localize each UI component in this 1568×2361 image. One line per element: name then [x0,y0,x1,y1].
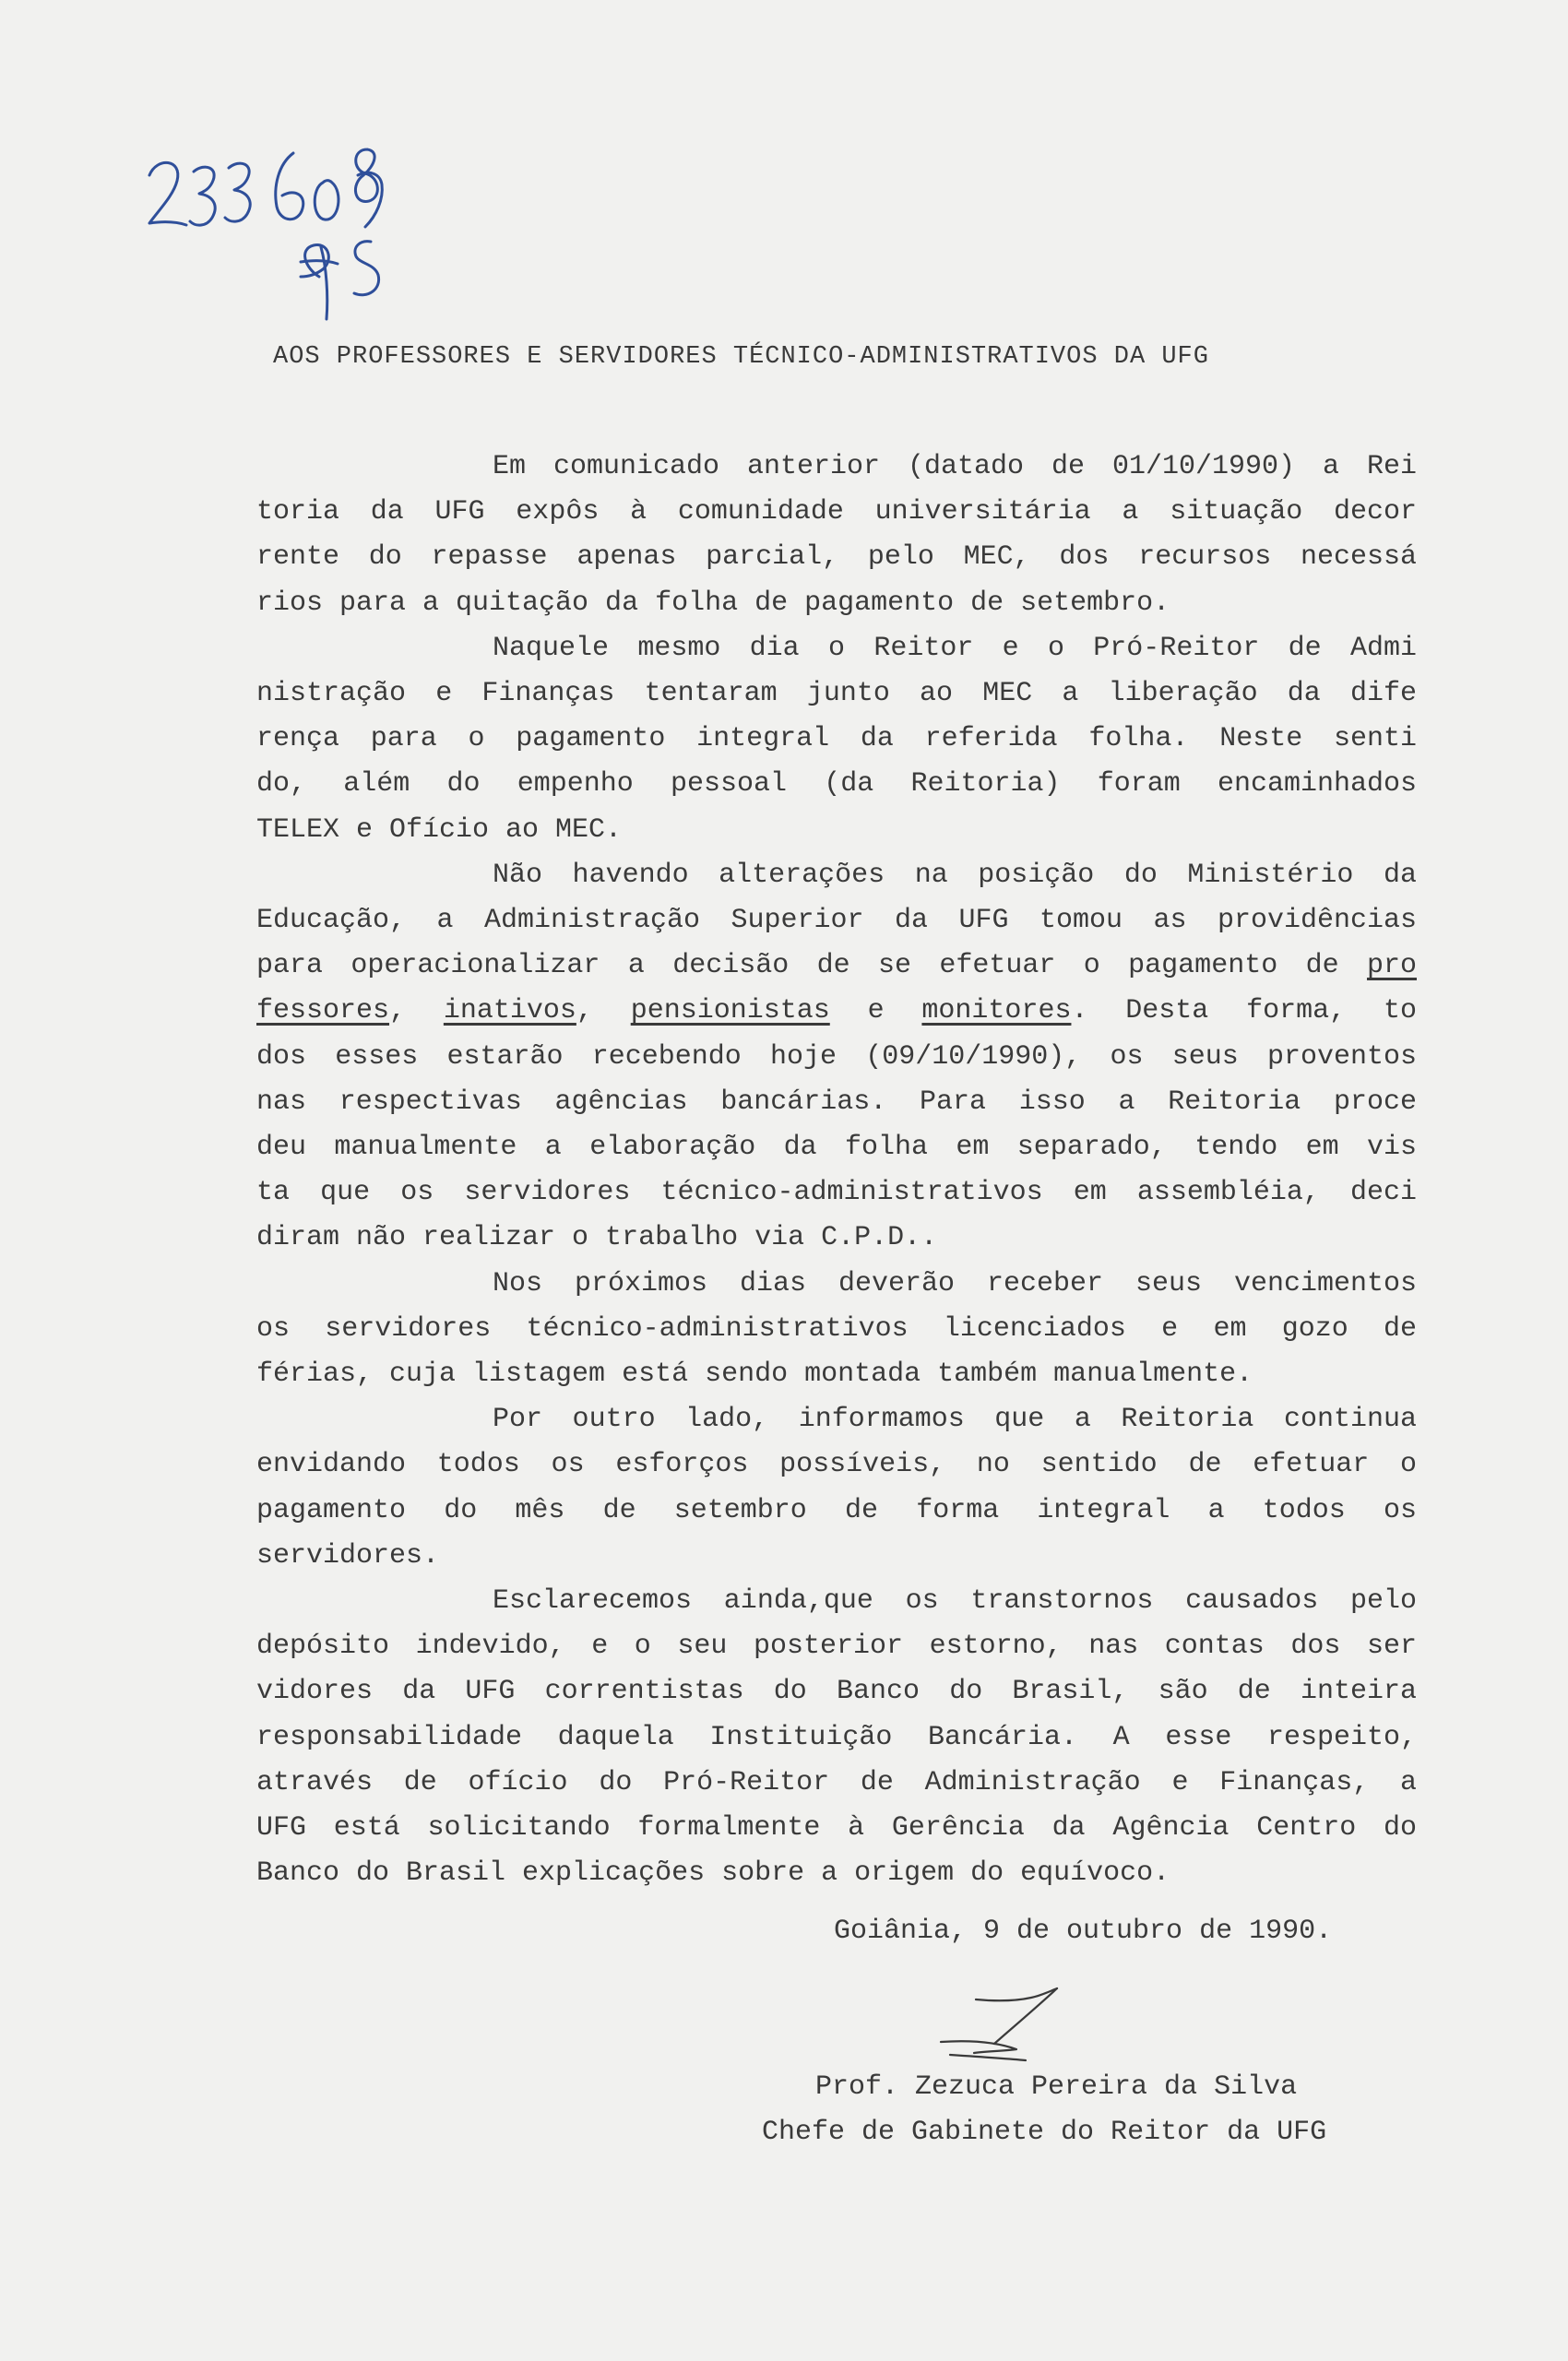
underlined-word: monitores [921,995,1072,1027]
body-line: Por outro lado, informamos que a Reitoria continua [493,1404,1417,1436]
body-line: Educação, a Administração Superior da UFG tomou as providências [256,905,1417,937]
body-line: através de ofício do Pró-Reitor de Administração e Finanças, a [256,1766,1417,1798]
body-line: rios para a quitação da folha de pagamento de setembro. [256,587,1170,619]
body-line: Naquele mesmo dia o Reitor e o Pró-Reitor de Admi [493,632,1417,664]
body-line: ta que os servidores técnico-administrativos em assembléia, deci [256,1177,1417,1209]
underlined-word: fessores [256,995,390,1027]
body-line: Em comunicado anterior (datado de 01/10/1990) a Rei [493,451,1417,482]
letter-body [256,445,1417,1897]
body-line: do, além do empenho pessoal (da Reitoria) foram encaminhados [256,768,1417,801]
body-line: diram não realizar o trabalho via C.P.D.. [256,1222,938,1254]
body-line: envidando todos os esforços possíveis, no sentido de efetuar o [256,1449,1417,1481]
signatory-title: Chefe de Gabinete do Reitor da UFG [762,2117,1327,2148]
body-line: nas respectivas agências bancárias. Para isso a Reitoria proce [256,1086,1417,1118]
body-text: , [576,995,631,1027]
body-line: toria da UFG expôs à comunidade universitária a situação decor [256,496,1417,528]
body-line [256,989,1417,1034]
body-line: os servidores técnico-administrativos licenciados e em gozo de [256,1312,1417,1345]
underlined-word: pensionistas [630,995,830,1027]
body-text: para operacionalizar a decisão de se efetuar o pagamento de [256,950,1367,982]
date-line: Goiânia, 9 de outubro de 1990. [834,1916,1333,1947]
body-line: rença para o pagamento integral da referida folha. Neste senti [256,723,1417,755]
body-line: TELEX e Ofício ao MEC. [256,813,623,846]
handwritten-signature [922,1974,1107,2075]
body-line: rente do repasse apenas parcial, pelo MEC, dos recursos necessá [256,541,1417,574]
body-line: depósito indevido, e o seu posterior estorno, nas contas dos ser [256,1631,1417,1663]
body-text: . Desta forma, to [1071,995,1417,1027]
body-line [256,943,1417,989]
handwritten-reference-number [138,138,452,341]
body-line: férias, cuja listagem está sendo montada também manualmente. [256,1358,1253,1391]
letter-heading: AOS PROFESSORES E SERVIDORES TÉCNICO-ADMINISTRATIVOS DA UFG [273,343,1209,371]
body-line: Banco do Brasil explicações sobre a origem do equívoco. [256,1857,1170,1890]
underlined-word: inativos [443,995,576,1027]
body-line: UFG está solicitando formalmente à Gerência da Agência Centro do [256,1812,1417,1845]
signatory-name: Prof. Zezuca Pereira da Silva [815,2071,1298,2103]
body-line: responsabilidade daquela Instituição Bancária. A esse respeito, [256,1721,1417,1753]
body-text: e [829,995,922,1027]
body-line: servidores. [256,1539,440,1572]
underlined-word: pro [1366,950,1417,982]
body-line: Não havendo alterações na posição do Ministério da [493,859,1417,891]
body-line: dos esses estarão recebendo hoje (09/10/1990), os seus proventos [256,1040,1417,1073]
body-text: , [389,995,444,1027]
body-line: Esclarecemos ainda,que os transtornos causados pelo [493,1585,1417,1618]
body-line: pagamento do mês de setembro de forma integral a todos os [256,1494,1417,1526]
body-line: vidores da UFG correntistas do Banco do Brasil, são de inteira [256,1676,1417,1708]
body-line: nistração e Finanças tentaram junto ao MEC a liberação da dife [256,678,1417,710]
body-line: Nos próximos dias deverão receber seus vencimentos [493,1267,1417,1299]
body-line: deu manualmente a elaboração da folha em separado, tendo em vis [256,1132,1417,1164]
